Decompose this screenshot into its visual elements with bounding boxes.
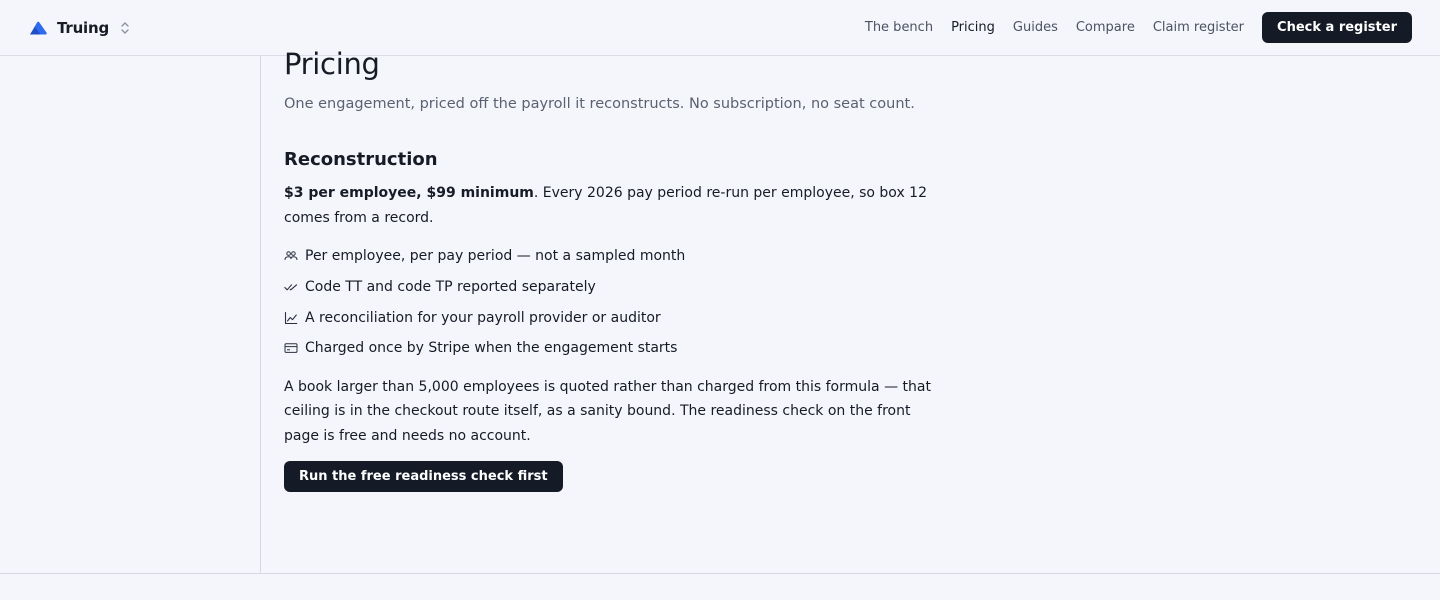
- page-title: Pricing: [284, 47, 380, 81]
- main-content: [284, 44, 944, 492]
- page-subtitle: One engagement, priced off the payroll it reconstructs. No subscription, no seat count.: [284, 96, 915, 112]
- feature-item: [284, 302, 944, 333]
- price-detail: . Every 2026 pay period re-run per employee, so box 12 comes from a record.: [284, 185, 927, 226]
- nav-link-pricing[interactable]: Pricing: [951, 20, 995, 35]
- price-description: [284, 181, 944, 231]
- check-a-register-button[interactable]: Check a register: [1262, 12, 1412, 43]
- chevron-up-down-icon[interactable]: [120, 20, 130, 36]
- feature-item: [284, 272, 944, 303]
- nav-link-the-bench[interactable]: The bench: [864, 20, 934, 35]
- nav-link-guides[interactable]: Guides: [1012, 20, 1058, 35]
- feature-label: Code TT and code TP reported separately: [305, 279, 596, 296]
- reconstruction-section: [284, 148, 944, 492]
- feature-item: [284, 333, 944, 364]
- feature-label: A reconciliation for your payroll provider or auditor: [305, 309, 661, 326]
- feature-label: Charged once by Stripe when the engagement starts: [305, 340, 678, 357]
- run-readiness-check-button[interactable]: Run the free readiness check first: [284, 461, 563, 492]
- nav-link-claim-register[interactable]: Claim register: [1152, 20, 1245, 35]
- brand-name: Truing: [57, 19, 110, 37]
- main-nav: [847, 12, 1412, 43]
- credit-card-icon: [284, 341, 298, 355]
- double-check-icon: [284, 280, 298, 294]
- brand[interactable]: [28, 16, 130, 40]
- feature-list: [284, 241, 944, 364]
- feature-label: Per employee, per pay period — not a sampled month: [305, 248, 686, 265]
- price-highlight: $3 per employee, $99 minimum: [284, 185, 534, 201]
- footer-divider: [0, 573, 1440, 574]
- nav-link-compare[interactable]: Compare: [1075, 20, 1135, 35]
- users-icon: [284, 249, 298, 263]
- feature-item: [284, 241, 944, 272]
- cloud-logo-icon: [28, 20, 48, 36]
- pricing-note: A book larger than 5,000 employees is quoted rather than charged from this formula — that ceiling is in the checkout route itself, as a sanity bound. The readiness check on the front page is free and needs no account.: [284, 378, 931, 444]
- chart-line-icon: [284, 311, 298, 325]
- sidebar-divider: [260, 56, 261, 573]
- section-heading: Reconstruction: [284, 149, 438, 170]
